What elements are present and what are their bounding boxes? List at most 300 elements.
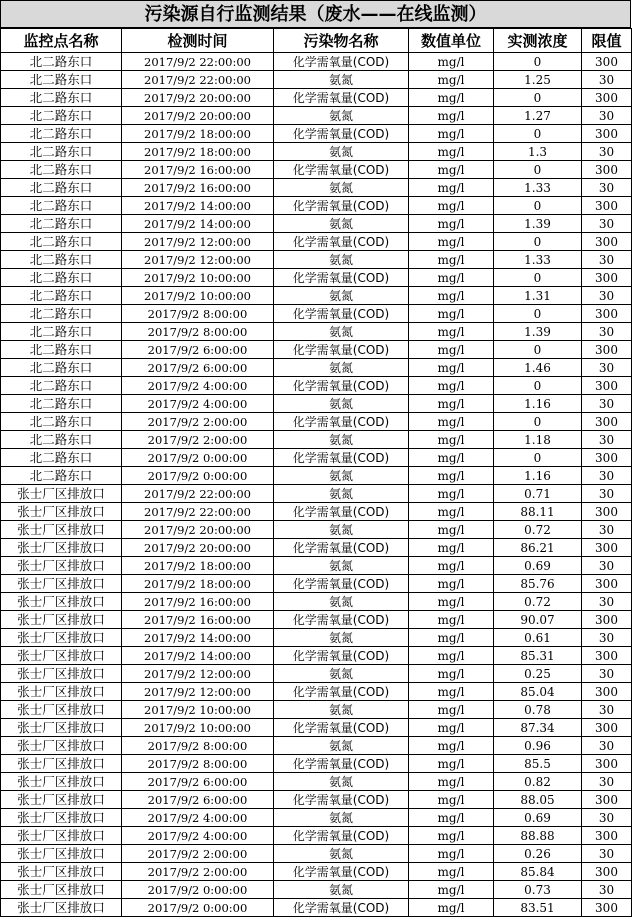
cell-limit: 30 <box>582 701 632 719</box>
cell-limit: 30 <box>582 467 632 485</box>
cell-unit: mg/l <box>409 377 494 395</box>
cell-concentration: 0 <box>494 413 582 431</box>
table-row <box>1 359 632 377</box>
cell-limit: 30 <box>582 215 632 233</box>
cell-limit: 30 <box>582 593 632 611</box>
table-row <box>1 539 632 557</box>
cell-limit: 30 <box>582 665 632 683</box>
cell-concentration: 1.33 <box>494 179 582 197</box>
cell-monitor-point: 北二路东口 <box>1 215 122 233</box>
cell-monitor-point: 张士厂区排放口 <box>1 863 122 881</box>
table-row <box>1 197 632 215</box>
cell-test-time: 2017/9/2 20:00:00 <box>122 521 274 539</box>
cell-test-time: 2017/9/2 8:00:00 <box>122 755 274 773</box>
cell-concentration: 0 <box>494 89 582 107</box>
cell-unit: mg/l <box>409 53 494 71</box>
cell-limit: 30 <box>582 359 632 377</box>
table-row <box>1 701 632 719</box>
cell-pollutant: 氨氮 <box>274 287 409 305</box>
cell-pollutant: 化学需氧量(COD) <box>274 233 409 251</box>
cell-unit: mg/l <box>409 719 494 737</box>
cell-unit: mg/l <box>409 755 494 773</box>
table-row <box>1 503 632 521</box>
cell-test-time: 2017/9/2 0:00:00 <box>122 449 274 467</box>
table-row <box>1 881 632 899</box>
cell-unit: mg/l <box>409 359 494 377</box>
cell-test-time: 2017/9/2 0:00:00 <box>122 899 274 917</box>
cell-limit: 30 <box>582 629 632 647</box>
cell-test-time: 2017/9/2 10:00:00 <box>122 269 274 287</box>
cell-unit: mg/l <box>409 305 494 323</box>
cell-test-time: 2017/9/2 12:00:00 <box>122 233 274 251</box>
cell-monitor-point: 张士厂区排放口 <box>1 665 122 683</box>
cell-test-time: 2017/9/2 8:00:00 <box>122 323 274 341</box>
table-row <box>1 611 632 629</box>
cell-limit: 300 <box>582 269 632 287</box>
cell-unit: mg/l <box>409 575 494 593</box>
cell-limit: 30 <box>582 881 632 899</box>
cell-test-time: 2017/9/2 4:00:00 <box>122 377 274 395</box>
header-pollutant: 污染物名称 <box>274 29 409 53</box>
cell-concentration: 0.72 <box>494 593 582 611</box>
cell-monitor-point: 北二路东口 <box>1 125 122 143</box>
cell-test-time: 2017/9/2 10:00:00 <box>122 701 274 719</box>
header-limit: 限值 <box>582 29 632 53</box>
cell-concentration: 0.71 <box>494 485 582 503</box>
cell-limit: 30 <box>582 737 632 755</box>
cell-concentration: 85.84 <box>494 863 582 881</box>
cell-test-time: 2017/9/2 20:00:00 <box>122 89 274 107</box>
cell-pollutant: 氨氮 <box>274 593 409 611</box>
cell-monitor-point: 张士厂区排放口 <box>1 683 122 701</box>
cell-test-time: 2017/9/2 2:00:00 <box>122 431 274 449</box>
table-row <box>1 683 632 701</box>
cell-concentration: 0 <box>494 341 582 359</box>
cell-concentration: 1.16 <box>494 467 582 485</box>
table-row <box>1 179 632 197</box>
cell-monitor-point: 北二路东口 <box>1 107 122 125</box>
table-row <box>1 53 632 71</box>
cell-concentration: 0.72 <box>494 521 582 539</box>
cell-pollutant: 化学需氧量(COD) <box>274 611 409 629</box>
cell-test-time: 2017/9/2 8:00:00 <box>122 305 274 323</box>
cell-concentration: 0 <box>494 53 582 71</box>
cell-test-time: 2017/9/2 4:00:00 <box>122 809 274 827</box>
cell-monitor-point: 北二路东口 <box>1 377 122 395</box>
cell-unit: mg/l <box>409 557 494 575</box>
cell-limit: 30 <box>582 521 632 539</box>
table-row <box>1 395 632 413</box>
table-row <box>1 827 632 845</box>
cell-monitor-point: 北二路东口 <box>1 467 122 485</box>
table-row <box>1 791 632 809</box>
cell-pollutant: 氨氮 <box>274 485 409 503</box>
cell-limit: 300 <box>582 53 632 71</box>
cell-monitor-point: 北二路东口 <box>1 251 122 269</box>
cell-concentration: 1.16 <box>494 395 582 413</box>
cell-pollutant: 氨氮 <box>274 395 409 413</box>
cell-pollutant: 氨氮 <box>274 215 409 233</box>
cell-pollutant: 氨氮 <box>274 845 409 863</box>
cell-limit: 300 <box>582 305 632 323</box>
cell-pollutant: 氨氮 <box>274 467 409 485</box>
cell-monitor-point: 张士厂区排放口 <box>1 773 122 791</box>
cell-test-time: 2017/9/2 12:00:00 <box>122 251 274 269</box>
cell-concentration: 85.5 <box>494 755 582 773</box>
cell-monitor-point: 张士厂区排放口 <box>1 791 122 809</box>
cell-monitor-point: 张士厂区排放口 <box>1 809 122 827</box>
cell-test-time: 2017/9/2 16:00:00 <box>122 593 274 611</box>
cell-pollutant: 化学需氧量(COD) <box>274 197 409 215</box>
cell-unit: mg/l <box>409 413 494 431</box>
cell-test-time: 2017/9/2 12:00:00 <box>122 683 274 701</box>
cell-limit: 300 <box>582 647 632 665</box>
cell-test-time: 2017/9/2 18:00:00 <box>122 125 274 143</box>
cell-concentration: 0.25 <box>494 665 582 683</box>
cell-unit: mg/l <box>409 593 494 611</box>
cell-monitor-point: 北二路东口 <box>1 143 122 161</box>
cell-pollutant: 氨氮 <box>274 773 409 791</box>
cell-unit: mg/l <box>409 863 494 881</box>
cell-unit: mg/l <box>409 269 494 287</box>
cell-limit: 30 <box>582 431 632 449</box>
table-row <box>1 143 632 161</box>
cell-unit: mg/l <box>409 611 494 629</box>
cell-limit: 300 <box>582 89 632 107</box>
cell-pollutant: 化学需氧量(COD) <box>274 575 409 593</box>
cell-unit: mg/l <box>409 215 494 233</box>
table-row <box>1 665 632 683</box>
cell-pollutant: 氨氮 <box>274 359 409 377</box>
cell-limit: 300 <box>582 161 632 179</box>
cell-pollutant: 化学需氧量(COD) <box>274 125 409 143</box>
table-row <box>1 305 632 323</box>
table-row <box>1 557 632 575</box>
cell-monitor-point: 北二路东口 <box>1 359 122 377</box>
table-row <box>1 809 632 827</box>
cell-concentration: 88.11 <box>494 503 582 521</box>
cell-test-time: 2017/9/2 14:00:00 <box>122 215 274 233</box>
cell-unit: mg/l <box>409 737 494 755</box>
header-test-time: 检测时间 <box>122 29 274 53</box>
cell-unit: mg/l <box>409 773 494 791</box>
cell-test-time: 2017/9/2 18:00:00 <box>122 143 274 161</box>
cell-unit: mg/l <box>409 647 494 665</box>
cell-concentration: 0 <box>494 233 582 251</box>
cell-concentration: 0.82 <box>494 773 582 791</box>
cell-unit: mg/l <box>409 503 494 521</box>
cell-monitor-point: 张士厂区排放口 <box>1 485 122 503</box>
cell-test-time: 2017/9/2 10:00:00 <box>122 719 274 737</box>
cell-unit: mg/l <box>409 197 494 215</box>
cell-test-time: 2017/9/2 22:00:00 <box>122 503 274 521</box>
cell-unit: mg/l <box>409 485 494 503</box>
cell-concentration: 0 <box>494 377 582 395</box>
cell-monitor-point: 张士厂区排放口 <box>1 521 122 539</box>
cell-test-time: 2017/9/2 14:00:00 <box>122 197 274 215</box>
cell-pollutant: 氨氮 <box>274 881 409 899</box>
cell-test-time: 2017/9/2 2:00:00 <box>122 413 274 431</box>
cell-concentration: 86.21 <box>494 539 582 557</box>
cell-concentration: 1.3 <box>494 143 582 161</box>
cell-monitor-point: 北二路东口 <box>1 449 122 467</box>
cell-pollutant: 化学需氧量(COD) <box>274 161 409 179</box>
table-row <box>1 521 632 539</box>
cell-limit: 300 <box>582 449 632 467</box>
cell-monitor-point: 张士厂区排放口 <box>1 539 122 557</box>
cell-limit: 300 <box>582 233 632 251</box>
table-row <box>1 629 632 647</box>
cell-pollutant: 化学需氧量(COD) <box>274 341 409 359</box>
cell-unit: mg/l <box>409 665 494 683</box>
cell-unit: mg/l <box>409 899 494 917</box>
table-row <box>1 431 632 449</box>
cell-pollutant: 化学需氧量(COD) <box>274 683 409 701</box>
cell-unit: mg/l <box>409 143 494 161</box>
cell-unit: mg/l <box>409 323 494 341</box>
table-row <box>1 287 632 305</box>
cell-concentration: 0.78 <box>494 701 582 719</box>
table-row <box>1 125 632 143</box>
table-row <box>1 215 632 233</box>
cell-limit: 300 <box>582 611 632 629</box>
cell-concentration: 0.26 <box>494 845 582 863</box>
table-row <box>1 593 632 611</box>
cell-limit: 300 <box>582 863 632 881</box>
cell-limit: 300 <box>582 827 632 845</box>
cell-monitor-point: 北二路东口 <box>1 179 122 197</box>
cell-test-time: 2017/9/2 14:00:00 <box>122 647 274 665</box>
cell-monitor-point: 北二路东口 <box>1 413 122 431</box>
table-row <box>1 161 632 179</box>
cell-monitor-point: 张士厂区排放口 <box>1 503 122 521</box>
cell-monitor-point: 北二路东口 <box>1 323 122 341</box>
cell-unit: mg/l <box>409 449 494 467</box>
cell-limit: 300 <box>582 899 632 917</box>
cell-monitor-point: 北二路东口 <box>1 341 122 359</box>
cell-concentration: 0 <box>494 269 582 287</box>
cell-monitor-point: 张士厂区排放口 <box>1 629 122 647</box>
cell-monitor-point: 张士厂区排放口 <box>1 575 122 593</box>
cell-monitor-point: 北二路东口 <box>1 161 122 179</box>
cell-test-time: 2017/9/2 10:00:00 <box>122 287 274 305</box>
cell-concentration: 1.25 <box>494 71 582 89</box>
cell-concentration: 88.88 <box>494 827 582 845</box>
cell-test-time: 2017/9/2 0:00:00 <box>122 467 274 485</box>
cell-pollutant: 氨氮 <box>274 251 409 269</box>
cell-limit: 300 <box>582 791 632 809</box>
cell-test-time: 2017/9/2 20:00:00 <box>122 107 274 125</box>
table-row <box>1 233 632 251</box>
cell-pollutant: 氨氮 <box>274 629 409 647</box>
cell-test-time: 2017/9/2 18:00:00 <box>122 557 274 575</box>
cell-unit: mg/l <box>409 431 494 449</box>
cell-monitor-point: 北二路东口 <box>1 71 122 89</box>
cell-monitor-point: 张士厂区排放口 <box>1 881 122 899</box>
cell-monitor-point: 张士厂区排放口 <box>1 701 122 719</box>
cell-concentration: 83.51 <box>494 899 582 917</box>
cell-limit: 30 <box>582 557 632 575</box>
table-body <box>1 53 632 917</box>
table-row <box>1 737 632 755</box>
cell-monitor-point: 张士厂区排放口 <box>1 827 122 845</box>
table-row <box>1 845 632 863</box>
cell-pollutant: 化学需氧量(COD) <box>274 503 409 521</box>
cell-monitor-point: 张士厂区排放口 <box>1 737 122 755</box>
cell-limit: 300 <box>582 683 632 701</box>
cell-test-time: 2017/9/2 4:00:00 <box>122 827 274 845</box>
cell-limit: 30 <box>582 251 632 269</box>
table-row <box>1 899 632 917</box>
cell-concentration: 0.73 <box>494 881 582 899</box>
sheet-title: 污染源自行监测结果（废水——在线监测） <box>0 0 631 28</box>
cell-monitor-point: 北二路东口 <box>1 197 122 215</box>
cell-limit: 300 <box>582 575 632 593</box>
cell-unit: mg/l <box>409 467 494 485</box>
cell-concentration: 1.18 <box>494 431 582 449</box>
cell-test-time: 2017/9/2 14:00:00 <box>122 629 274 647</box>
cell-monitor-point: 北二路东口 <box>1 269 122 287</box>
table-row <box>1 719 632 737</box>
cell-limit: 300 <box>582 755 632 773</box>
cell-limit: 300 <box>582 377 632 395</box>
cell-concentration: 85.76 <box>494 575 582 593</box>
cell-monitor-point: 北二路东口 <box>1 89 122 107</box>
cell-concentration: 0.96 <box>494 737 582 755</box>
cell-limit: 30 <box>582 809 632 827</box>
cell-limit: 300 <box>582 503 632 521</box>
cell-pollutant: 化学需氧量(COD) <box>274 899 409 917</box>
table-row <box>1 107 632 125</box>
cell-concentration: 1.27 <box>494 107 582 125</box>
cell-monitor-point: 北二路东口 <box>1 305 122 323</box>
monitoring-table <box>0 28 632 917</box>
cell-pollutant: 化学需氧量(COD) <box>274 305 409 323</box>
cell-pollutant: 化学需氧量(COD) <box>274 53 409 71</box>
cell-monitor-point: 张士厂区排放口 <box>1 845 122 863</box>
header-monitor-point: 监控点名称 <box>1 29 122 53</box>
cell-test-time: 2017/9/2 22:00:00 <box>122 485 274 503</box>
cell-pollutant: 化学需氧量(COD) <box>274 827 409 845</box>
cell-monitor-point: 北二路东口 <box>1 395 122 413</box>
cell-pollutant: 氨氮 <box>274 521 409 539</box>
cell-unit: mg/l <box>409 107 494 125</box>
cell-unit: mg/l <box>409 125 494 143</box>
cell-concentration: 0.69 <box>494 557 582 575</box>
cell-unit: mg/l <box>409 89 494 107</box>
table-row <box>1 377 632 395</box>
cell-concentration: 0 <box>494 305 582 323</box>
cell-monitor-point: 张士厂区排放口 <box>1 611 122 629</box>
cell-concentration: 0.69 <box>494 809 582 827</box>
cell-test-time: 2017/9/2 6:00:00 <box>122 341 274 359</box>
cell-pollutant: 化学需氧量(COD) <box>274 647 409 665</box>
cell-limit: 30 <box>582 485 632 503</box>
cell-pollutant: 化学需氧量(COD) <box>274 449 409 467</box>
cell-pollutant: 氨氮 <box>274 71 409 89</box>
cell-pollutant: 化学需氧量(COD) <box>274 719 409 737</box>
cell-concentration: 1.39 <box>494 323 582 341</box>
cell-pollutant: 氨氮 <box>274 431 409 449</box>
cell-unit: mg/l <box>409 809 494 827</box>
cell-monitor-point: 北二路东口 <box>1 287 122 305</box>
cell-limit: 30 <box>582 845 632 863</box>
cell-concentration: 0 <box>494 125 582 143</box>
cell-test-time: 2017/9/2 16:00:00 <box>122 161 274 179</box>
table-row <box>1 773 632 791</box>
cell-pollutant: 氨氮 <box>274 665 409 683</box>
cell-pollutant: 化学需氧量(COD) <box>274 413 409 431</box>
table-row <box>1 323 632 341</box>
cell-limit: 300 <box>582 719 632 737</box>
cell-unit: mg/l <box>409 791 494 809</box>
cell-pollutant: 氨氮 <box>274 557 409 575</box>
header-unit: 数值单位 <box>409 29 494 53</box>
cell-limit: 30 <box>582 773 632 791</box>
cell-concentration: 87.34 <box>494 719 582 737</box>
cell-limit: 300 <box>582 197 632 215</box>
header-row <box>1 29 632 53</box>
cell-monitor-point: 张士厂区排放口 <box>1 755 122 773</box>
cell-test-time: 2017/9/2 6:00:00 <box>122 791 274 809</box>
cell-unit: mg/l <box>409 629 494 647</box>
table-row <box>1 413 632 431</box>
cell-concentration: 85.04 <box>494 683 582 701</box>
cell-unit: mg/l <box>409 701 494 719</box>
cell-test-time: 2017/9/2 2:00:00 <box>122 845 274 863</box>
cell-unit: mg/l <box>409 179 494 197</box>
cell-limit: 30 <box>582 71 632 89</box>
cell-unit: mg/l <box>409 683 494 701</box>
table-row <box>1 269 632 287</box>
cell-pollutant: 氨氮 <box>274 323 409 341</box>
cell-limit: 30 <box>582 179 632 197</box>
cell-concentration: 88.05 <box>494 791 582 809</box>
cell-test-time: 2017/9/2 4:00:00 <box>122 395 274 413</box>
cell-monitor-point: 张士厂区排放口 <box>1 593 122 611</box>
cell-unit: mg/l <box>409 845 494 863</box>
cell-test-time: 2017/9/2 16:00:00 <box>122 611 274 629</box>
cell-monitor-point: 张士厂区排放口 <box>1 557 122 575</box>
cell-unit: mg/l <box>409 251 494 269</box>
cell-test-time: 2017/9/2 16:00:00 <box>122 179 274 197</box>
cell-limit: 30 <box>582 323 632 341</box>
cell-pollutant: 氨氮 <box>274 809 409 827</box>
header-concentration: 实测浓度 <box>494 29 582 53</box>
cell-monitor-point: 张士厂区排放口 <box>1 899 122 917</box>
cell-test-time: 2017/9/2 20:00:00 <box>122 539 274 557</box>
cell-test-time: 2017/9/2 12:00:00 <box>122 665 274 683</box>
cell-test-time: 2017/9/2 2:00:00 <box>122 863 274 881</box>
cell-limit: 30 <box>582 143 632 161</box>
cell-pollutant: 化学需氧量(COD) <box>274 755 409 773</box>
cell-limit: 30 <box>582 287 632 305</box>
table-row <box>1 755 632 773</box>
cell-pollutant: 氨氮 <box>274 179 409 197</box>
cell-limit: 300 <box>582 341 632 359</box>
cell-limit: 300 <box>582 539 632 557</box>
table-row <box>1 341 632 359</box>
cell-monitor-point: 张士厂区排放口 <box>1 647 122 665</box>
cell-limit: 300 <box>582 413 632 431</box>
cell-limit: 30 <box>582 107 632 125</box>
cell-test-time: 2017/9/2 22:00:00 <box>122 53 274 71</box>
table-row <box>1 647 632 665</box>
cell-concentration: 1.31 <box>494 287 582 305</box>
cell-concentration: 0.61 <box>494 629 582 647</box>
cell-test-time: 2017/9/2 6:00:00 <box>122 359 274 377</box>
cell-unit: mg/l <box>409 539 494 557</box>
